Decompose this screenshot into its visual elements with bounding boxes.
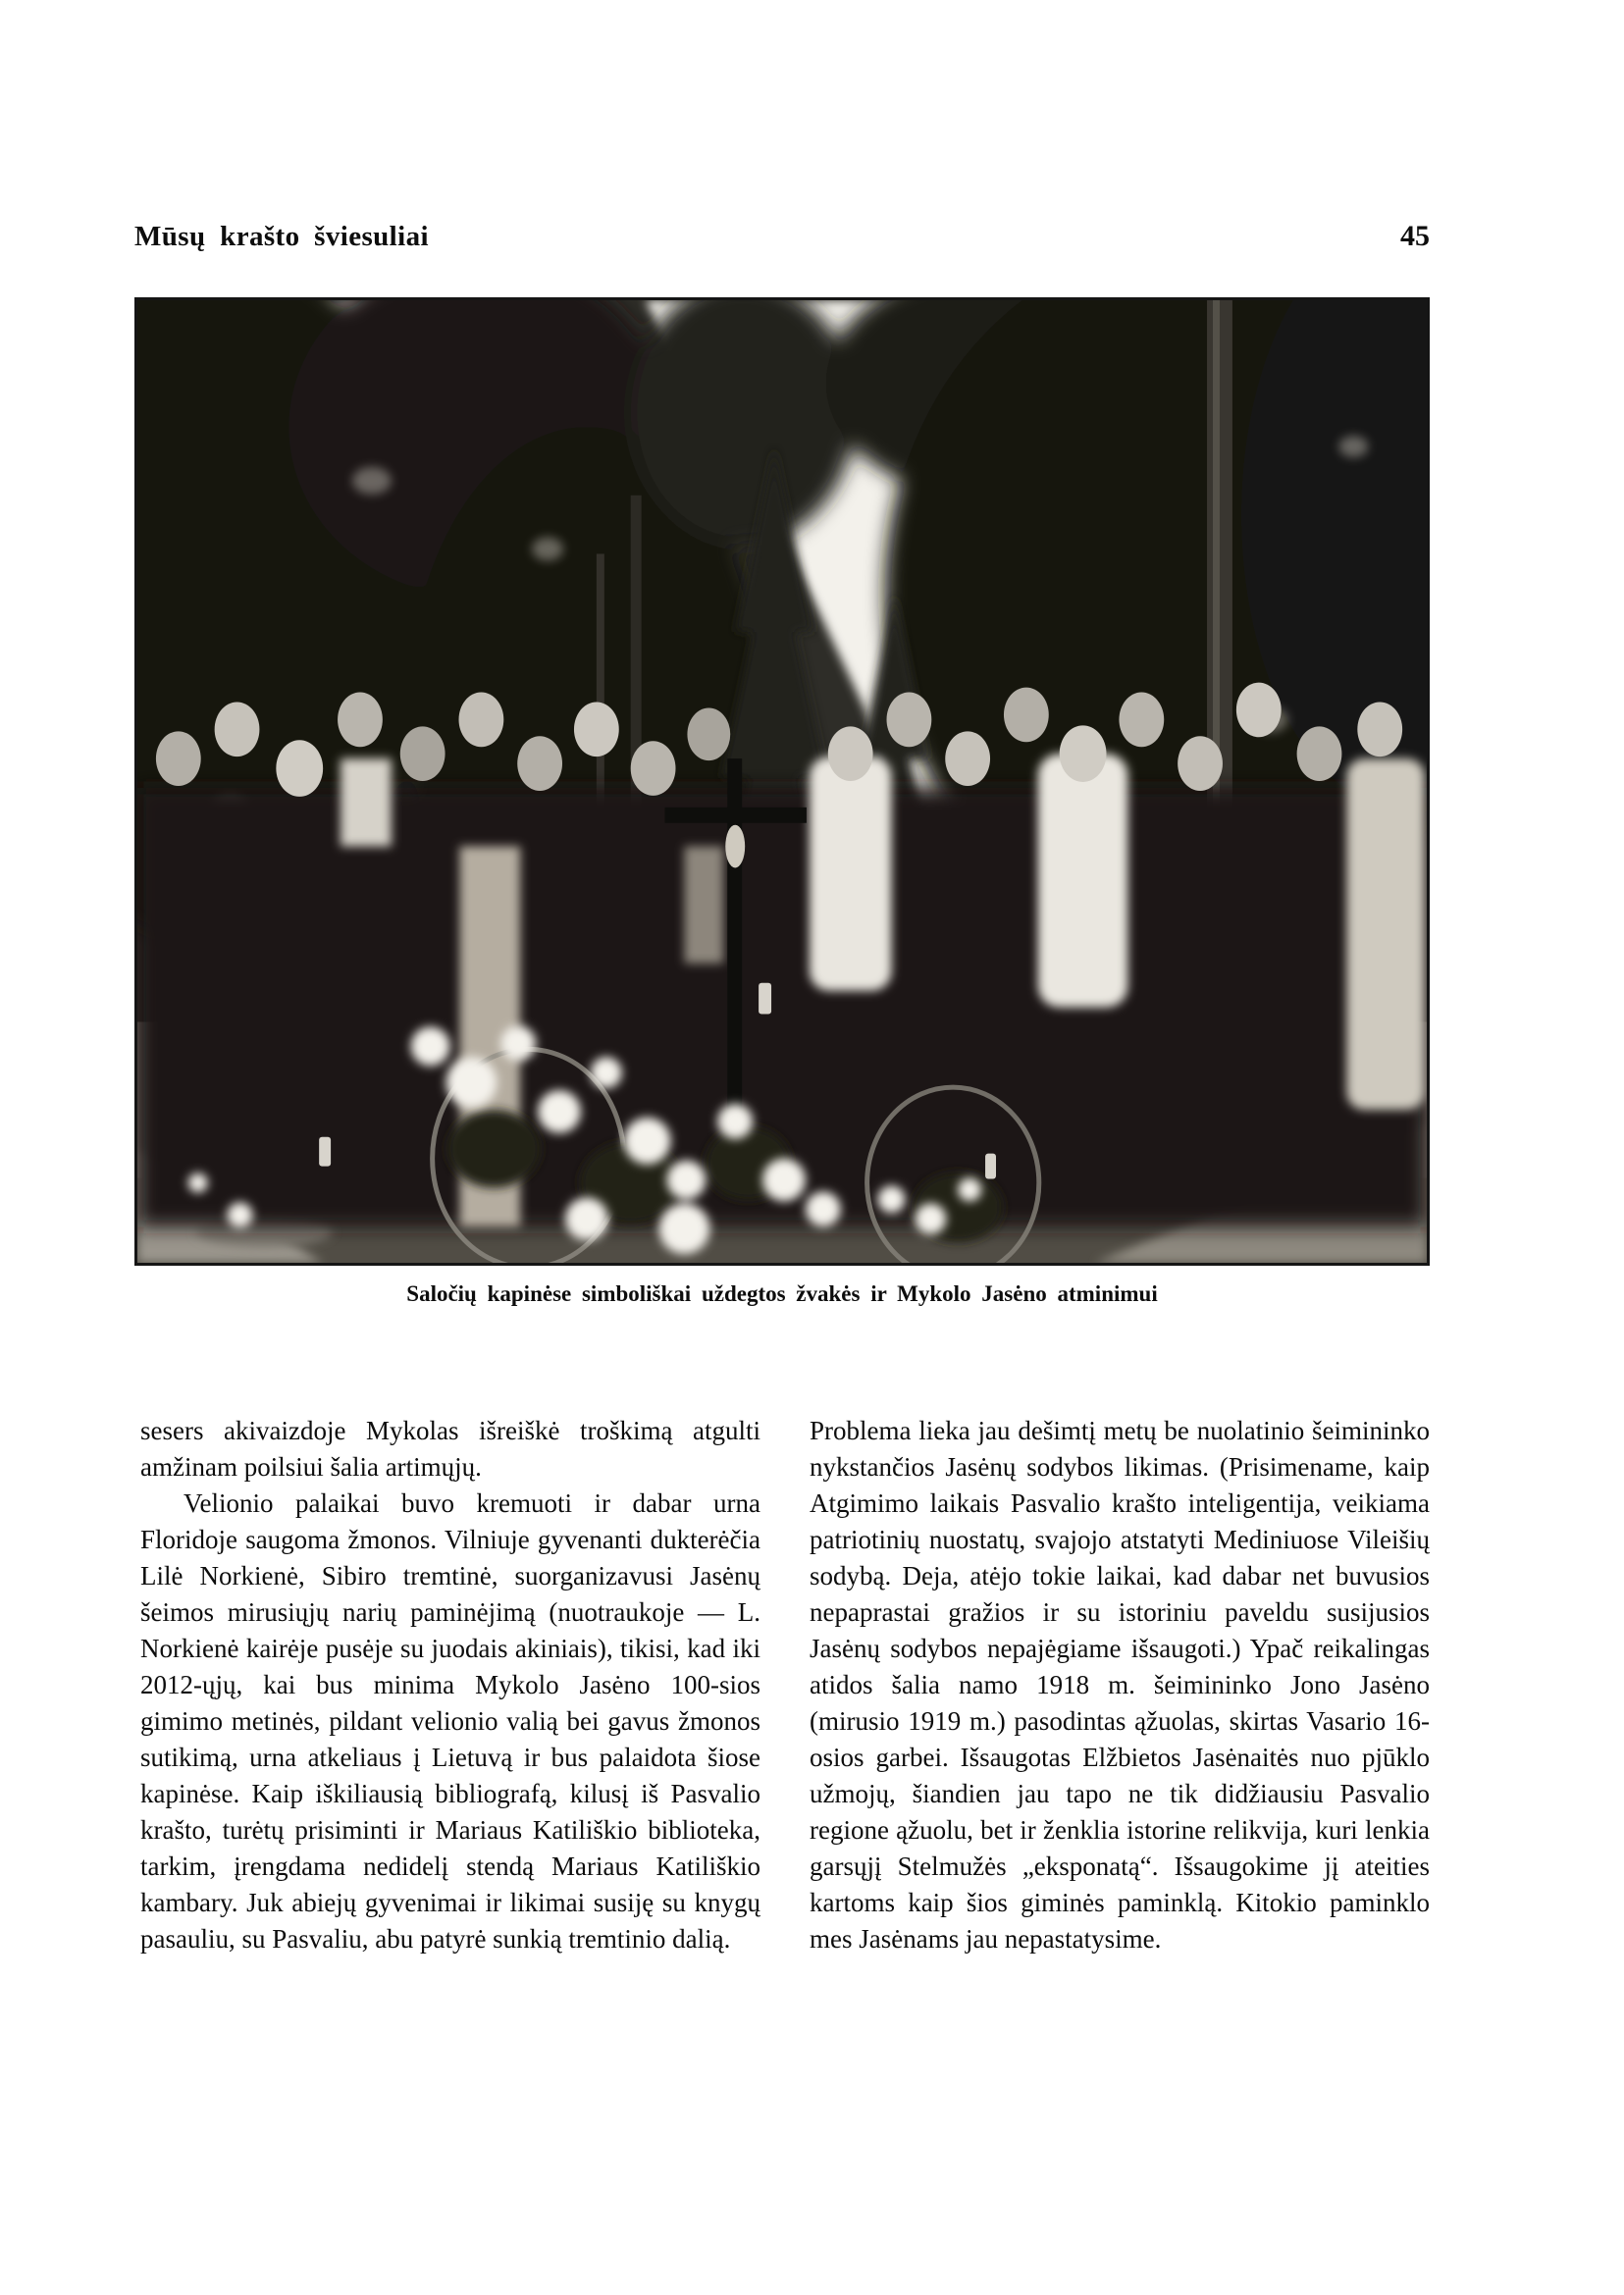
right-column bbox=[810, 1413, 1430, 1957]
paragraph-continuation: sesers akivaizdoje Mykolas išreiškė troškimą atgulti amžinam poilsiui šalia artimųjų. bbox=[140, 1416, 760, 1482]
running-title: Mūsų krašto šviesuliai bbox=[134, 221, 429, 252]
paragraph: Velionio palaikai buvo kremuoti ir dabar urna Floridoje saugoma žmonos. Vilniuje gyvenanti dukterėčia Lilė Norkienė, Sibiro tremtinė, suorganizavusi Jasėnų šeimos mirusiųjų narių paminėjimą (nuotraukoje — L. Norkienė kairėje pusėje su juodais akiniais), tikisi, kad iki 2012-ųjų, kai bus minima Mykolo Jasėno 100-sios gimimo metinės, pildant velionio valią bei gavus žmonos sutikimą, urna atkeliaus į Lietuvą ir bus palaidota šiose kapinėse. Kaip iškiliausią bibliografą, kilusį iš Pasvalio krašto, turėtų prisiminti ir Mariaus Katiliškio biblioteka, tarkim, įrengdama nedidelį stendą Mariaus Katiliškio kambary. Juk abiejų gyvenimai ir likimai susiję su knygų pasauliu, su Pasvaliu, abu patyrė sunkią tremtinio dalią. bbox=[140, 1488, 760, 1954]
article-body bbox=[140, 1413, 1430, 1957]
group-photo-illustration bbox=[137, 300, 1427, 1263]
page-header bbox=[134, 220, 1430, 253]
left-column bbox=[140, 1413, 760, 1957]
paragraph: Problema lieka jau dešimtį metų be nuolatinio šeimininko nykstančios Jasėnų sodybos likimas. (Prisimename, kaip Atgimimo laikais Pasvalio krašto inteligentija, veikiama patriotinių nuostatų, svajojo atstatyti Mediniuose Vileišių sodybą. Deja, atėjo tokie laikai, kad dabar net buvusios nepaprastai gražios ir su istoriniu paveldu susijusios Jasėnų sodybos nepajėgiame išsaugoti.) Ypač reikalingas atidos šalia namo 1918 m. šeimininko Jono Jasėno (mirusio 1919 m.) pasodintas ąžuolas, skirtas Vasario 16-osios garbei. Išsaugotas Elžbietos Jasėnaitės nuo pjūklo užmojų, šiandien jau tapo ne tik didžiausiu Pasvalio regione ąžuolu, bet ir ženklia istorine relikvija, kuri lenkia garsųjį Stelmužės „eksponatą“. Išsaugokime jį ateities kartoms kaip šios giminės paminklą. Kitokio paminklo mes Jasėnams jau nepastatysime. bbox=[810, 1416, 1430, 1954]
photo-caption: Saločių kapinėse simboliškai uždegtos žvakės ir Mykolo Jasėno atminimui bbox=[406, 1281, 1158, 1306]
group-photo bbox=[134, 297, 1430, 1266]
page-number: 45 bbox=[1400, 220, 1430, 252]
